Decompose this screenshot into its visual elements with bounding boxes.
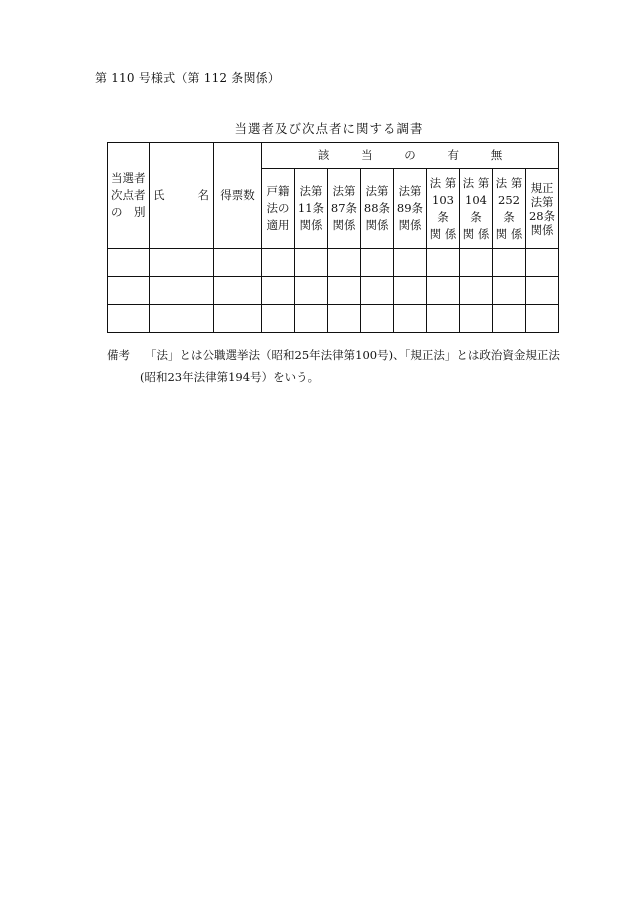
subheader-line: 法第 [530, 194, 554, 209]
table-cell [427, 277, 460, 305]
subheader-line: 89条 [396, 201, 424, 215]
table-cell [108, 277, 150, 305]
document-title: 当選者及び次点者に関する調書 [234, 121, 424, 136]
header-category-line: の 別 [111, 205, 146, 219]
subheader-line: 関 係 [429, 226, 457, 241]
table-cell [150, 277, 214, 305]
table-cell [427, 249, 460, 277]
table-cell [361, 305, 394, 333]
subheader-art89 [394, 169, 427, 249]
table-cell [394, 277, 427, 305]
table-cell [328, 249, 361, 277]
table-cell [493, 249, 526, 277]
table-cell [295, 249, 328, 277]
table-cell [262, 305, 295, 333]
survey-table [107, 142, 559, 333]
table-cell [262, 277, 295, 305]
table-cell [328, 305, 361, 333]
notes-line-2: (昭和23年法律第194号）をいう。 [140, 370, 320, 384]
header-applicability-char: の [404, 148, 416, 162]
table-cell [394, 305, 427, 333]
table-cell [108, 305, 150, 333]
header-name-part: 氏 [153, 188, 165, 202]
header-applicability-char: 該 [317, 148, 330, 162]
table-cell [427, 305, 460, 333]
table-cell [361, 277, 394, 305]
table-cell [150, 305, 214, 333]
table-cell [295, 305, 328, 333]
subheader-line: 関係 [530, 222, 554, 237]
subheader-line: 法 第 [462, 175, 490, 190]
subheader-line: 関係 [398, 218, 422, 232]
table-cell [108, 249, 150, 277]
subheader-line: 関係 [299, 218, 323, 232]
subheader-line: 規正 [530, 180, 554, 195]
table-cell [295, 277, 328, 305]
table-row [108, 305, 559, 333]
header-name [150, 143, 214, 249]
header-applicability-char: 有 [447, 148, 460, 162]
header-votes: 得票数 [214, 143, 262, 249]
subheader-line: 252条 [498, 192, 520, 224]
subheader-line: 11条 [297, 201, 325, 215]
subheader-line: 法の [266, 201, 290, 215]
table-cell [526, 305, 559, 333]
table-cell [214, 277, 262, 305]
header-applicability-char: 当 [361, 148, 373, 162]
form-number: 第 110 号様式（第 112 条関係） [95, 71, 281, 85]
table-cell [361, 249, 394, 277]
header-applicability-char: 無 [490, 148, 503, 162]
table-cell [460, 305, 493, 333]
subheader-line: 88条 [363, 201, 391, 215]
header-applicability [262, 143, 559, 169]
subheader-line: 法第 [299, 184, 323, 198]
subheader-line: 関係 [332, 218, 356, 232]
subheader-line: 104条 [465, 192, 487, 224]
subheader-koseki [262, 169, 295, 249]
table-cell [328, 277, 361, 305]
subheader-line: 法第 [398, 184, 422, 198]
subheader-art252 [493, 169, 526, 249]
table-cell [150, 249, 214, 277]
subheader-line: 戸籍 [266, 184, 290, 198]
subheader-kiseiho28 [526, 169, 559, 249]
subheader-art104 [460, 169, 493, 249]
table-cell [214, 249, 262, 277]
table-cell [394, 249, 427, 277]
subheader-line: 関 係 [495, 226, 523, 241]
subheader-line: 関係 [365, 218, 389, 232]
header-category-line: 当選者 [111, 171, 146, 185]
table-cell [493, 305, 526, 333]
table-cell [493, 277, 526, 305]
subheader-line: 法第 [365, 184, 389, 198]
subheader-art11 [295, 169, 328, 249]
header-category-line: 次点者 [111, 188, 146, 202]
notes-label: 備考 [107, 348, 130, 362]
table-row [108, 277, 559, 305]
subheader-art103 [427, 169, 460, 249]
table-cell [526, 277, 559, 305]
subheader-line: 法 第 [495, 175, 523, 190]
subheader-line: 87条 [330, 201, 358, 215]
header-category [108, 143, 150, 249]
subheader-line: 103条 [432, 192, 454, 224]
table-cell [526, 249, 559, 277]
header-name-part: 名 [197, 188, 209, 202]
subheader-line: 法第 [332, 184, 356, 198]
table-cell [262, 249, 295, 277]
subheader-art88 [361, 169, 394, 249]
table-cell [214, 305, 262, 333]
subheader-line: 28条 [528, 208, 556, 223]
subheader-line: 関 係 [462, 226, 490, 241]
table-cell [460, 249, 493, 277]
table-row [108, 249, 559, 277]
notes [107, 344, 560, 388]
subheader-line: 法 第 [429, 175, 457, 190]
subheader-line: 適用 [266, 218, 290, 232]
table-cell [460, 277, 493, 305]
notes-line-1: 「法」とは公職選挙法（昭和25年法律第100号)、「規正法」とは政治資金規正法 [145, 348, 560, 362]
subheader-art87 [328, 169, 361, 249]
